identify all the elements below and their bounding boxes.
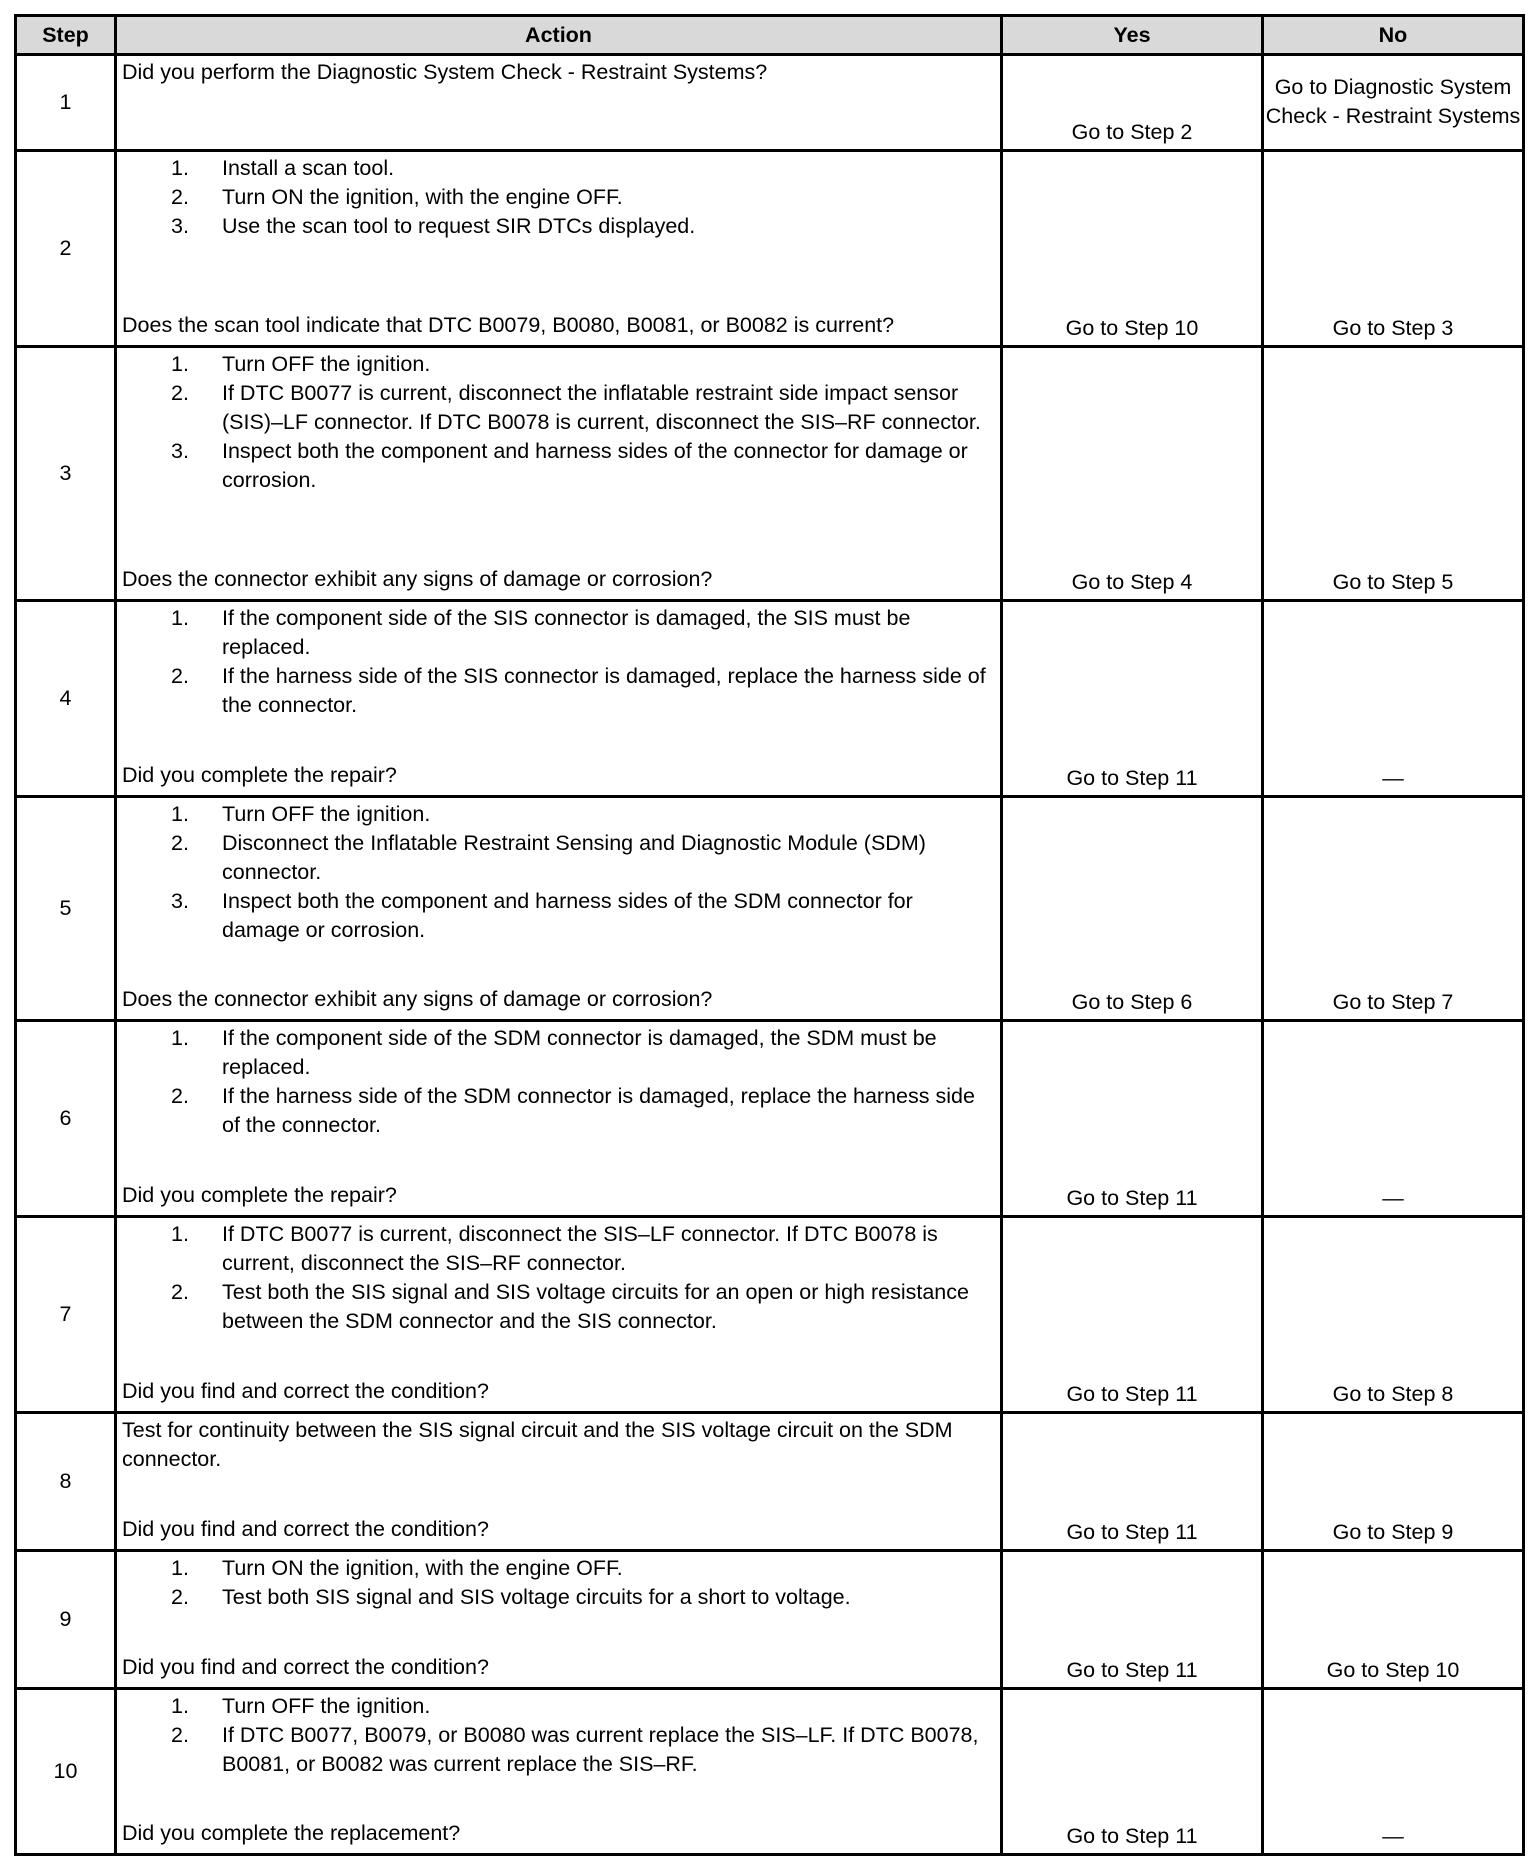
table-row <box>16 601 1524 797</box>
instruction-item <box>122 604 996 662</box>
instruction-item <box>122 887 996 945</box>
header-yes: Yes <box>1002 16 1263 55</box>
table-row <box>16 55 1524 151</box>
instruction-number: 3. <box>171 214 189 238</box>
yes-result: Go to Step 11 <box>1002 601 1263 797</box>
instruction-text: Turn OFF the ignition. <box>222 1694 431 1718</box>
step-number: 10 <box>16 1689 116 1855</box>
yes-result: Go to Step 11 <box>1002 1551 1263 1689</box>
instruction-number: 1. <box>171 1556 189 1580</box>
action-question: Does the scan tool indicate that DTC B0079, B0080, B0081, or B0082 is current? <box>122 313 895 337</box>
instruction-text: Use the scan tool to request SIR DTCs displayed. <box>222 214 696 238</box>
diagnostic-table-container <box>14 14 1522 1856</box>
instruction-item <box>122 1082 996 1140</box>
yes-result: Go to Step 11 <box>1002 1021 1263 1217</box>
instruction-item <box>122 1583 996 1612</box>
diagnostic-table <box>14 14 1525 1856</box>
action-question: Does the connector exhibit any signs of damage or corrosion? <box>122 987 713 1011</box>
no-result: Go to Step 7 <box>1263 797 1524 1021</box>
no-result: Go to Step 5 <box>1263 347 1524 601</box>
action-cell <box>116 1551 1002 1689</box>
action-text: Did you perform the Diagnostic System Check - Restraint Systems? <box>122 60 768 84</box>
no-result: — <box>1263 1021 1524 1217</box>
action-question: Did you complete the replacement? <box>122 1821 461 1845</box>
instruction-text: Test both the SIS signal and SIS voltage circuits for an open or high resistance between the SDM connector and the SIS connector. <box>222 1280 969 1333</box>
instruction-list <box>122 1024 996 1140</box>
instruction-text: If the harness side of the SIS connector is damaged, replace the harness side of the connector. <box>222 664 986 717</box>
step-number: 5 <box>16 797 116 1021</box>
instruction-item <box>122 1692 996 1721</box>
instruction-text: If DTC B0077 is current, disconnect the SIS–LF connector. If DTC B0078 is current, disconnect the SIS–RF connector. <box>222 1222 938 1275</box>
instruction-item <box>122 1721 996 1779</box>
instruction-text: Turn ON the ignition, with the engine OFF. <box>222 185 623 209</box>
instruction-number: 1. <box>171 606 189 630</box>
no-result: Go to Diagnostic System Check - Restraint Systems <box>1263 55 1524 151</box>
instruction-item <box>122 379 996 437</box>
action-text: Test for continuity between the SIS signal circuit and the SIS voltage circuit on the SDM connector. <box>122 1418 953 1471</box>
header-row <box>16 16 1524 55</box>
step-number: 7 <box>16 1217 116 1413</box>
instruction-text: If the harness side of the SDM connector is damaged, replace the harness side of the connector. <box>222 1084 975 1137</box>
instruction-text: Inspect both the component and harness sides of the connector for damage or corrosion. <box>222 439 968 492</box>
instruction-number: 2. <box>171 381 189 405</box>
instruction-number: 3. <box>171 439 189 463</box>
step-number: 1 <box>16 55 116 151</box>
header-step: Step <box>16 16 116 55</box>
instruction-list <box>122 350 996 495</box>
header-action: Action <box>116 16 1002 55</box>
yes-result: Go to Step 4 <box>1002 347 1263 601</box>
instruction-item <box>122 183 996 212</box>
yes-result: Go to Step 11 <box>1002 1413 1263 1551</box>
instruction-number: 1. <box>171 1026 189 1050</box>
instruction-number: 2. <box>171 1723 189 1747</box>
instruction-item <box>122 154 996 183</box>
action-question: Does the connector exhibit any signs of damage or corrosion? <box>122 567 713 591</box>
action-question: Did you find and correct the condition? <box>122 1655 489 1679</box>
table-row <box>16 1217 1524 1413</box>
instruction-number: 2. <box>171 185 189 209</box>
instruction-text: Turn ON the ignition, with the engine OFF. <box>222 1556 623 1580</box>
instruction-number: 2. <box>171 1585 189 1609</box>
instruction-list <box>122 604 996 720</box>
instruction-number: 1. <box>171 156 189 180</box>
instruction-number: 2. <box>171 664 189 688</box>
instruction-item <box>122 829 996 887</box>
instruction-item <box>122 350 996 379</box>
instruction-number: 2. <box>171 1084 189 1108</box>
header-no: No <box>1263 16 1524 55</box>
instruction-text: If DTC B0077 is current, disconnect the inflatable restraint side impact sensor (SIS)–LF connector. If DTC B0078 is current, disconnect the SIS–RF connector. <box>222 381 981 434</box>
table-row <box>16 1551 1524 1689</box>
instruction-item <box>122 1220 996 1278</box>
step-number: 8 <box>16 1413 116 1551</box>
step-number: 9 <box>16 1551 116 1689</box>
step-number: 3 <box>16 347 116 601</box>
instruction-number: 1. <box>171 1222 189 1246</box>
instruction-text: If DTC B0077, B0079, or B0080 was current replace the SIS–LF. If DTC B0078, B0081, or B0082 was current replace the SIS–RF. <box>222 1723 979 1776</box>
table-row <box>16 347 1524 601</box>
instruction-number: 3. <box>171 889 189 913</box>
action-cell <box>116 601 1002 797</box>
no-result: — <box>1263 1689 1524 1855</box>
yes-result: Go to Step 10 <box>1002 151 1263 347</box>
instruction-item <box>122 800 996 829</box>
instruction-list <box>122 154 996 241</box>
yes-result: Go to Step 11 <box>1002 1689 1263 1855</box>
action-question: Did you complete the repair? <box>122 1183 397 1207</box>
instruction-item <box>122 1554 996 1583</box>
no-result: — <box>1263 601 1524 797</box>
instruction-list <box>122 1220 996 1336</box>
instruction-item <box>122 437 996 495</box>
action-cell <box>116 1217 1002 1413</box>
yes-result: Go to Step 6 <box>1002 797 1263 1021</box>
action-cell <box>116 1413 1002 1551</box>
no-result: Go to Step 3 <box>1263 151 1524 347</box>
instruction-text: Turn OFF the ignition. <box>222 802 431 826</box>
instruction-text: If the component side of the SIS connector is damaged, the SIS must be replaced. <box>222 606 911 659</box>
instruction-text: Inspect both the component and harness sides of the SDM connector for damage or corrosion. <box>222 889 913 942</box>
table-row <box>16 1021 1524 1217</box>
table-row <box>16 797 1524 1021</box>
instruction-text: Turn OFF the ignition. <box>222 352 431 376</box>
instruction-list <box>122 1554 996 1612</box>
instruction-item <box>122 662 996 720</box>
instruction-text: Test both SIS signal and SIS voltage circuits for a short to voltage. <box>222 1585 851 1609</box>
yes-result: Go to Step 2 <box>1002 55 1263 151</box>
instruction-number: 2. <box>171 1280 189 1304</box>
instruction-number: 1. <box>171 1694 189 1718</box>
action-question: Did you find and correct the condition? <box>122 1517 489 1541</box>
instruction-number: 2. <box>171 831 189 855</box>
action-question: Did you find and correct the condition? <box>122 1379 489 1403</box>
step-number: 4 <box>16 601 116 797</box>
instruction-text: Disconnect the Inflatable Restraint Sensing and Diagnostic Module (SDM) connector. <box>222 831 926 884</box>
table-row <box>16 1689 1524 1855</box>
instruction-list <box>122 1692 996 1779</box>
instruction-item <box>122 1024 996 1082</box>
no-result: Go to Step 10 <box>1263 1551 1524 1689</box>
instruction-list <box>122 800 996 945</box>
table-row <box>16 151 1524 347</box>
no-result: Go to Step 8 <box>1263 1217 1524 1413</box>
instruction-text: If the component side of the SDM connector is damaged, the SDM must be replaced. <box>222 1026 937 1079</box>
table-row <box>16 1413 1524 1551</box>
yes-result: Go to Step 11 <box>1002 1217 1263 1413</box>
instruction-text: Install a scan tool. <box>222 156 395 180</box>
instruction-item <box>122 1278 996 1336</box>
action-cell <box>116 797 1002 1021</box>
action-cell <box>116 1689 1002 1855</box>
action-cell <box>116 1021 1002 1217</box>
action-cell <box>116 347 1002 601</box>
action-cell <box>116 151 1002 347</box>
instruction-number: 1. <box>171 352 189 376</box>
step-number: 6 <box>16 1021 116 1217</box>
instruction-number: 1. <box>171 802 189 826</box>
no-result: Go to Step 9 <box>1263 1413 1524 1551</box>
instruction-item <box>122 212 996 241</box>
action-cell <box>116 55 1002 151</box>
action-question: Did you complete the repair? <box>122 763 397 787</box>
step-number: 2 <box>16 151 116 347</box>
